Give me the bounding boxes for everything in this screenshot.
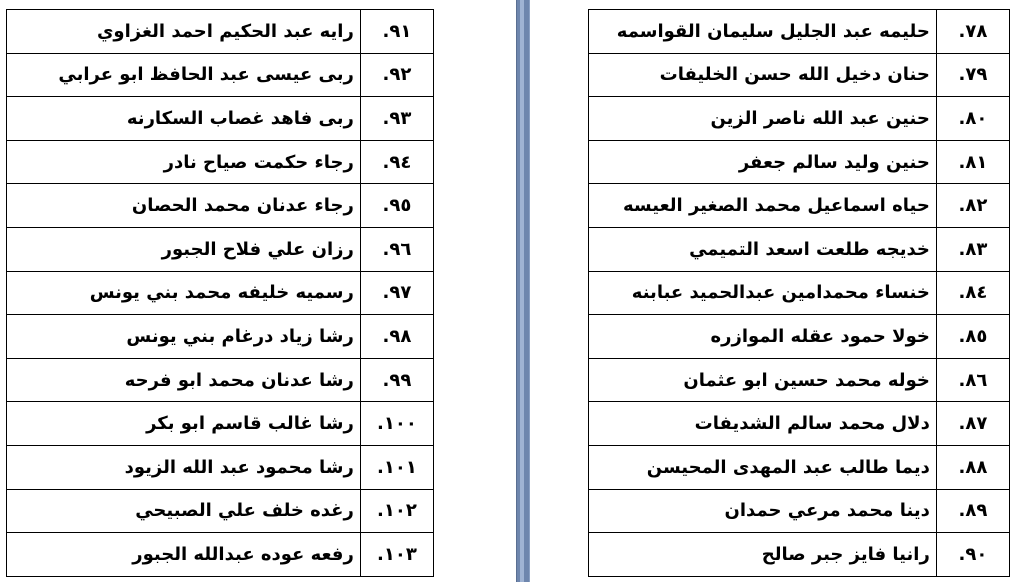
row-name: رجاء عدنان محمد الحصان [7, 184, 361, 228]
table-row [589, 315, 1010, 359]
row-number: ٨٠. [936, 97, 1009, 141]
row-number: ٩٤. [360, 140, 433, 184]
row-number: ٧٨. [936, 10, 1009, 54]
row-number: ٨٩. [936, 489, 1009, 533]
row-number: ١٠٠. [360, 402, 433, 446]
table-row [7, 533, 434, 577]
table-row [589, 53, 1010, 97]
row-name: حنين وليد سالم جعفر [589, 140, 937, 184]
row-name: رشا زياد درغام بني يونس [7, 315, 361, 359]
table-row [7, 227, 434, 271]
table-row [589, 271, 1010, 315]
row-name: خديجه طلعت اسعد التميمي [589, 227, 937, 271]
row-name: حنان دخيل الله حسن الخليفات [589, 53, 937, 97]
row-name: دلال محمد سالم الشديفات [589, 402, 937, 446]
row-name: حياه اسماعيل محمد الصغير العيسه [589, 184, 937, 228]
row-name: رشا عدنان محمد ابو فرحه [7, 358, 361, 402]
table-row [7, 53, 434, 97]
table-row [589, 227, 1010, 271]
table-row [589, 489, 1010, 533]
row-number: ٩٩. [360, 358, 433, 402]
row-name: رايه عبد الحكيم احمد الغزاوي [7, 10, 361, 54]
row-number: ٨٧. [936, 402, 1009, 446]
table-row [589, 184, 1010, 228]
table-row [7, 402, 434, 446]
row-number: ٧٩. [936, 53, 1009, 97]
row-name: رفعه عوده عبدالله الجبور [7, 533, 361, 577]
row-name: حنين عبد الله ناصر الزين [589, 97, 937, 141]
row-number: ٩٧. [360, 271, 433, 315]
table-row [7, 140, 434, 184]
row-name: رشا غالب قاسم ابو بكر [7, 402, 361, 446]
table-row [589, 445, 1010, 489]
row-name: ديما طالب عبد المهدى المحيسن [589, 445, 937, 489]
row-name: رانيا فايز جبر صالح [589, 533, 937, 577]
table-row [589, 97, 1010, 141]
row-number: ٨٦. [936, 358, 1009, 402]
row-number: ٨٣. [936, 227, 1009, 271]
row-number: ١٠٢. [360, 489, 433, 533]
table-row [7, 489, 434, 533]
table-row [7, 184, 434, 228]
row-name: خنساء محمدامين عبدالحميد عبابنه [589, 271, 937, 315]
row-number: ٨٢. [936, 184, 1009, 228]
row-name: رشا محمود عبد الله الزيود [7, 445, 361, 489]
row-number: ١٠٣. [360, 533, 433, 577]
table-row [589, 140, 1010, 184]
names-table-right [588, 9, 1010, 577]
row-name: خولا حمود عقله الموازره [589, 315, 937, 359]
row-number: ٩٨. [360, 315, 433, 359]
row-name: ربى عيسى عبد الحافظ ابو عرابي [7, 53, 361, 97]
row-name: دينا محمد مرعي حمدان [589, 489, 937, 533]
row-number: ٩٥. [360, 184, 433, 228]
table-row [7, 315, 434, 359]
table-row [589, 402, 1010, 446]
table-row [7, 271, 434, 315]
row-number: ٩٦. [360, 227, 433, 271]
row-number: ٨٤. [936, 271, 1009, 315]
table-row [7, 97, 434, 141]
row-number: ٩٣. [360, 97, 433, 141]
row-number: ٨٨. [936, 445, 1009, 489]
row-number: ٩١. [360, 10, 433, 54]
row-number: ٩٢. [360, 53, 433, 97]
row-number: ٩٠. [936, 533, 1009, 577]
table-row [589, 358, 1010, 402]
row-name: ربى فاهد غصاب السكارنه [7, 97, 361, 141]
names-table-left [6, 9, 434, 577]
row-name: رزان علي فلاح الجبور [7, 227, 361, 271]
row-name: خوله محمد حسين ابو عثمان [589, 358, 937, 402]
table-row [7, 10, 434, 54]
table-row [7, 358, 434, 402]
row-name: حليمه عبد الجليل سليمان القواسمه [589, 10, 937, 54]
table-row [589, 10, 1010, 54]
table-row [7, 445, 434, 489]
table-row [589, 533, 1010, 577]
row-name: رغده خلف علي الصبيحي [7, 489, 361, 533]
row-name: رسميه خليفه محمد بني يونس [7, 271, 361, 315]
row-number: ١٠١. [360, 445, 433, 489]
row-number: ٨٥. [936, 315, 1009, 359]
page-gutter [516, 0, 530, 582]
row-name: رجاء حكمت صياح نادر [7, 140, 361, 184]
row-number: ٨١. [936, 140, 1009, 184]
